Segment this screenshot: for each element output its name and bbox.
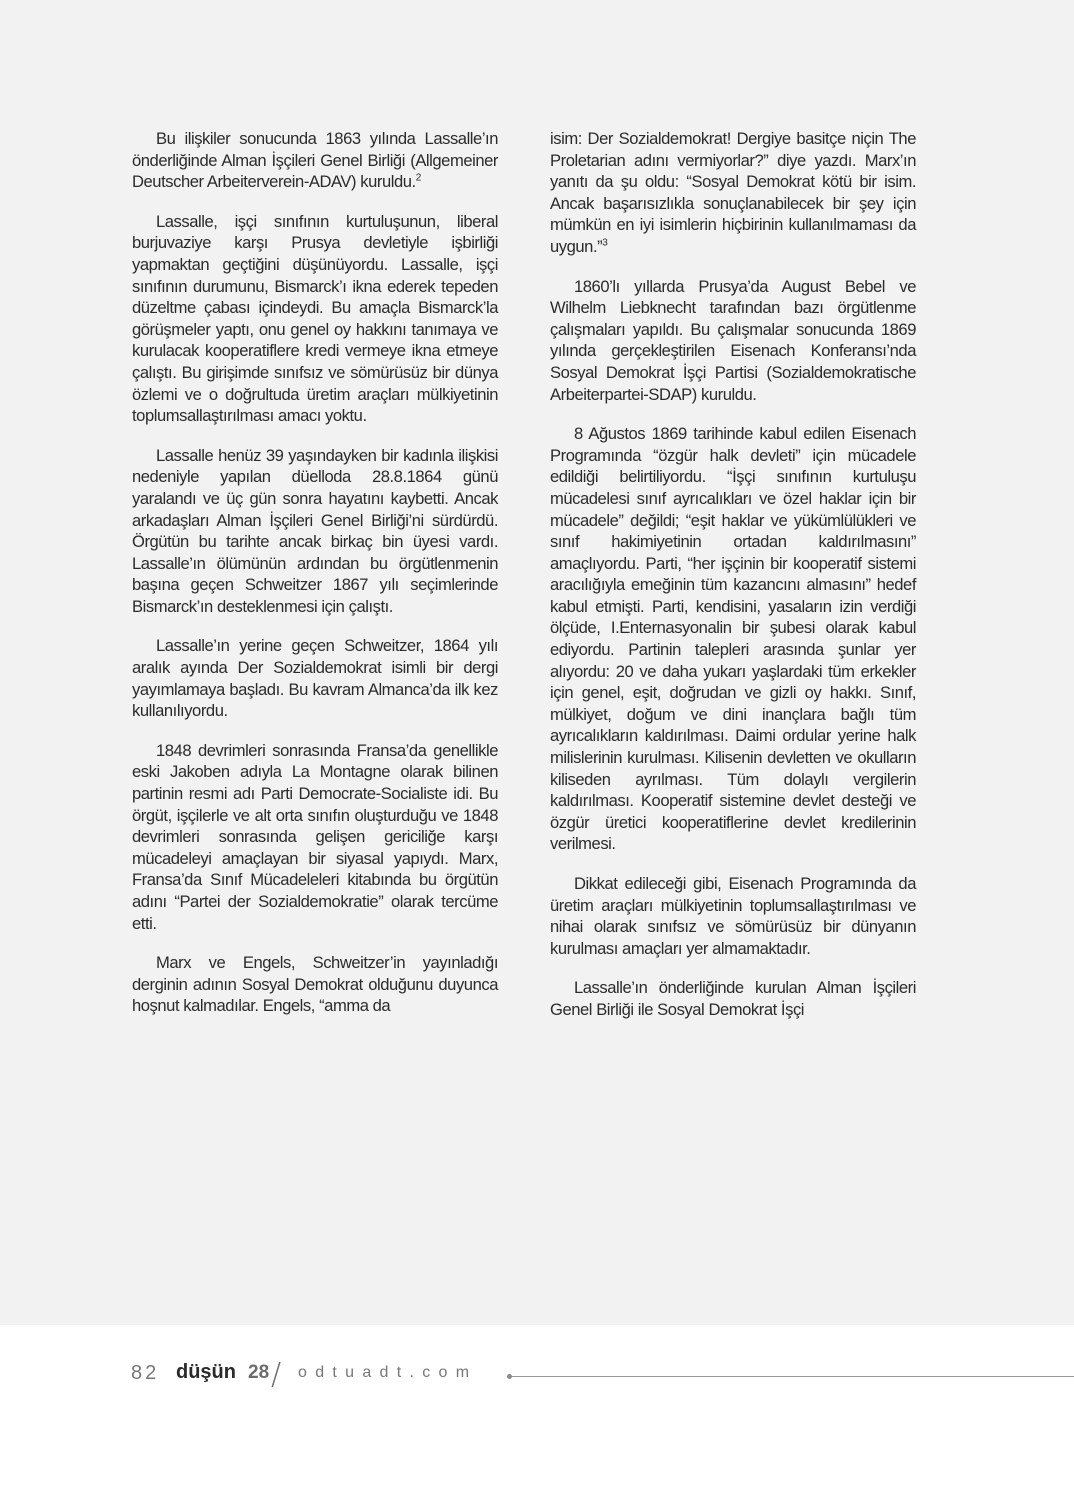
paragraph — [132, 952, 498, 1017]
paragraph-text: Lassalle henüz 39 yaşındayken bir kadınla ilişkisi nedeniyle yapılan düelloda 28.8.1864 günü yaralandı ve üç gün sonra hayatını kaybetti. Ancak arkadaşları Alman İşçileri Genel Birliği’ni sürdürdü. Örgütün bu tarihte ancak birkaç bin üyesi vardı. Lassalle’ın ölümünün ardından bu örgütlenmenin başına geçen Schweitzer 1867 yılı seçimlerinde Bismarck’ın desteklenmesi için çalıştı. — [132, 445, 498, 616]
paragraph — [132, 635, 498, 721]
right-text-column — [550, 128, 916, 1039]
paragraph-text: 8 Ağustos 1869 tarihinde kabul edilen Eisenach Programında “özgür halk devleti” için mücadele edildiği belirtiliyordu. “İşçi sınıfının kurtuluşu mücadelesi sınıf ayrıcalıkları ve özel haklar için bir mücadele” değildi; “eşit haklar ve yükümlülükleri ve sınıf hakimiyetinin ortadan kaldırılmasını” amaçlıyordu. Parti, “her işçinin bir kooperatif sistemi aracılığıyla emeğinin tüm kazancını almasını” hedef kabul etmişti. Parti, kendisini, yasaların izin verdiği ölçüde, I.Enternasyonalin bir şubesi olarak kabul ediyordu. Partinin talepleri arasında şunlar yer alıyordu: 20 ve daha yukarı yaşlardaki tüm erkekler için genel, eşit, doğrudan ve gizli oy hakkı. Sınıf, mülkiyet, doğum ve dini inançlara bağlı tüm ayrıcalıkların kaldırılması. Daimi ordular yerine halk milislerinin kurulması. Kilisenin devletten ve okulların kiliseden ayrılması. Tüm dolaylı vergilerin kaldırılması. Kooperatif sistemine devlet desteği ve özgür üretici kooperatiflerine devlet kredilerinin verilmesi. — [550, 424, 916, 854]
page-footer — [0, 1357, 1074, 1396]
issue-number: 28 — [248, 1362, 270, 1383]
paragraph — [550, 276, 916, 406]
website-link[interactable]: odtuadt.com — [298, 1364, 478, 1381]
page-number: 82 — [131, 1362, 160, 1384]
footer-rule — [512, 1376, 1074, 1377]
paragraph-text: Lassalle’ın önderliğinde kurulan Alman İşçileri Genel Birliği ile Sosyal Demokrat İşçi — [550, 978, 916, 1019]
paragraph — [132, 128, 498, 193]
footnote-ref[interactable]: 2 — [415, 172, 421, 184]
magazine-name: düşün — [176, 1361, 236, 1383]
paragraph — [132, 445, 498, 618]
footer-slash: / — [271, 1357, 282, 1392]
paragraph — [550, 873, 916, 959]
paragraph — [550, 128, 916, 258]
left-text-column — [132, 128, 498, 1035]
footnote-ref[interactable]: 3 — [602, 237, 608, 249]
paragraph-text: Bu ilişkiler sonucunda 1863 yılında Lassalle’ın önderliğinde Alman İşçileri Genel Birliği (Allgemeiner Deutscher Arbeiterverein-ADAV) kuruldu. — [132, 129, 498, 192]
paragraph-text: 1860’lı yıllarda Prusya’da August Bebel ve Wilhelm Liebknecht tarafından bazı örgütlenme çalışmaları yapıldı. Bu çalışmalar sonucunda 1869 yılında gerçekleştirilen Eisenach Konferansı’nda Sosyal Demokrat İşçi Partisi (Sozialdemokratische Arbeiterpartei-SDAP) kuruldu. — [550, 276, 916, 404]
paragraph-text: Marx ve Engels, Schweitzer’in yayınladığı derginin adının Sosyal Demokrat olduğunu duyunca hoşnut kalmadılar. Engels, “amma da — [132, 953, 498, 1016]
paragraph-text: Lassalle, işçi sınıfının kurtuluşunun, liberal burjuvaziye karşı Prusya devletiyle işbirliği yapmaktan geçtiğini düşünüyordu. Lassalle, işçi sınıfının durumunu, Bismarck’ı ikna ederek tepeden düzeltme çabası içindeydi. Bu amaçla Bismarck’la görüşmeler yaptı, onu genel oy hakkını tanımaya ve kurulacak kooperatiflere kredi vermeye ikna etmeye çalıştı. Bu girişimde sınıfsız ve sömürüsüz bir dünya özlemi ve o doğrultuda üretim araçları mülkiyetinin toplumsallaştırılması amacı yoktu. — [132, 211, 498, 426]
paragraph-text: isim: Der Sozialdemokrat! Dergiye basitçe niçin The Proletarian adını vermiyorlar?” diye yazdı. Marx’ın yanıtı da şu oldu: “Sosyal Demokrat kötü bir isim. Ancak başarısızlıkla sonuçlanabilecek bir şey için mümkün en iyi isimlerin hiçbirinin kullanılmaması da uygun.” — [550, 129, 916, 256]
paragraph — [132, 740, 498, 934]
paragraph — [550, 423, 916, 855]
paragraph-text: Dikkat edileceği gibi, Eisenach Programında da üretim araçları mülkiyetinin toplumsallaştırılması ve nihai olarak sınıfsız ve sömürüsüz bir dünyanın kurulması amaçları yer almamaktadır. — [550, 874, 916, 958]
paragraph — [132, 211, 498, 427]
paragraph — [550, 977, 916, 1020]
paragraph-text: Lassalle’ın yerine geçen Schweitzer, 1864 yılı aralık ayında Der Sozialdemokrat isimli bir dergi yayımlamaya başladı. Bu kavram Almanca’da ilk kez kullanılıyordu. — [132, 636, 498, 721]
paragraph-text: 1848 devrimleri sonrasında Fransa’da genellikle eski Jakoben adıyla La Montagne olarak bilinen partinin resmi adı Parti Democrate-Socialiste idi. Bu örgüt, işçilerle ve alt orta sınıfın oluşturduğu ve 1848 devrimleri sonrasında gelişen gericiliğe karşı mücadeleyi amaçlayan bir siyasal yapıydı. Marx, Fransa’da Sınıf Mücadeleleri kitabında bu örgütün adını “Partei der Sozialdemokratie” olarak tercüme etti. — [132, 740, 498, 933]
